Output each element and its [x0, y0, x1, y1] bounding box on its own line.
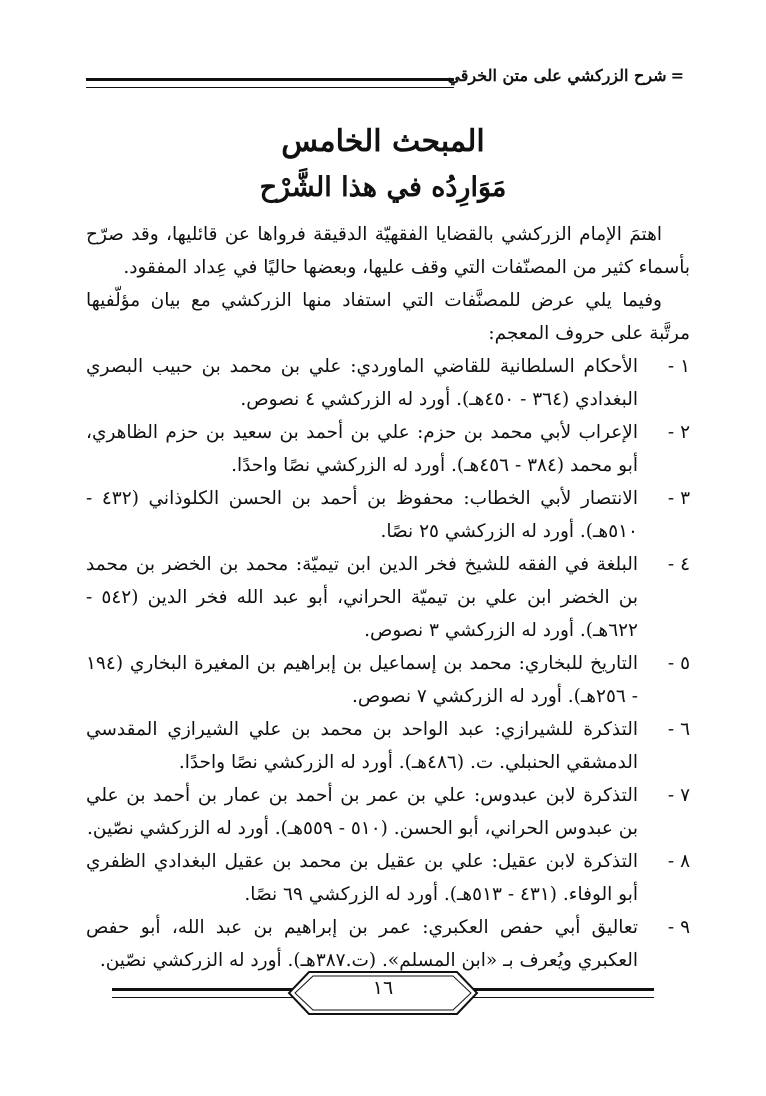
running-header: [86, 66, 684, 96]
body-text: [86, 218, 690, 977]
header-rule: [86, 78, 454, 88]
item-number: ٧ -: [667, 785, 690, 806]
list-item: [86, 350, 690, 416]
running-title: [447, 66, 684, 85]
item-number: ٢ -: [667, 422, 690, 443]
item-text: تعاليق أبي حفص العكبري: عمر بن إبراهيم بن عبد الله، أبو حفص العكبري ويُعرف بـ «ابن المسلم». (ت.٣٨٧هـ). أورد له الزركشي نصّين.: [86, 917, 638, 971]
list-item: [86, 845, 690, 911]
list-item: [86, 713, 690, 779]
list-item: [86, 482, 690, 548]
item-number: ٦ -: [667, 719, 690, 740]
item-number: ٣ -: [667, 488, 690, 509]
list-item: [86, 548, 690, 647]
sources-list: [86, 350, 690, 977]
list-item: [86, 779, 690, 845]
item-number: ١ -: [667, 356, 690, 377]
equals-ornament-icon: =: [670, 66, 684, 85]
item-text: التذكرة لابن عبدوس: علي بن عمر بن أحمد بن عمار بن أحمد بن علي بن عبدوس الحراني، أبو الحسن. (٥١٠ - ٥٥٩هـ). أورد له الزركشي نصّين.: [86, 785, 638, 839]
intro-paragraph-2: وفيما يلي عرض للمصنَّفات التي استفاد منها الزركشي مع بيان مؤلّفيها مرتَّبة على حروف المعجم:: [86, 290, 690, 344]
running-title-text: شرح الزركشي على متن الخرقي: [447, 66, 667, 85]
item-text: البلغة في الفقه للشيخ فخر الدين ابن تيميّة: محمد بن الخضر بن محمد بن الخضر ابن علي بن تيميّة الحراني، أبو عبد الله فخر الدين (٥٤٢ - ٦٢٢هـ). أورد له الزركشي ٣ نصوص.: [86, 554, 638, 641]
chapter-title: المبحث الخامس: [281, 124, 485, 159]
item-number: ٥ -: [667, 653, 690, 674]
item-text: الانتصار لأبي الخطاب: محفوظ بن أحمد بن الحسن الكلوذاني (٤٣٢ - ٥١٠هـ). أورد له الزركشي ٢٥ نصًا.: [86, 488, 638, 542]
item-text: التذكرة لابن عقيل: علي بن عقيل بن محمد بن عقيل البغدادي الظفري أبو الوفاء. (٤٣١ - ٥١٣هـ). أورد له الزركشي ٦٩ نصًا.: [86, 851, 638, 905]
page-number: ١٦: [372, 977, 394, 999]
item-text: التذكرة للشيرازي: عبد الواحد بن محمد بن علي الشيرازي المقدسي الدمشقي الحنبلي. ت. (٤٨٦هـ). أورد له الزركشي نصًا واحدًا.: [86, 719, 638, 773]
list-item: [86, 647, 690, 713]
item-text: الإعراب لأبي محمد بن حزم: علي بن أحمد بن سعيد بن حزم الظاهري، أبو محمد (٣٨٤ - ٤٥٦هـ). أورد له الزركشي نصًا واحدًا.: [86, 422, 638, 476]
list-item: [86, 416, 690, 482]
page-number-badge: [287, 968, 479, 1018]
item-number: ٨ -: [667, 851, 690, 872]
item-text: الأحكام السلطانية للقاضي الماوردي: علي بن محمد بن حبيب البصري البغدادي (٣٦٤ - ٤٥٠هـ). أورد له الزركشي ٤ نصوص.: [86, 356, 638, 410]
item-text: التاريخ للبخاري: محمد بن إسماعيل بن إبراهيم بن المغيرة البخاري (١٩٤ - ٢٥٦هـ). أورد له الزركشي ٧ نصوص.: [86, 653, 638, 707]
item-number: ٤ -: [667, 554, 690, 575]
page-footer: [112, 966, 654, 1026]
section-title: مَوَارِدُه في هذا الشَّرْح: [259, 172, 507, 203]
intro-paragraph-1: اهتمَ الإمام الزركشي بالقضايا الفقهيّة الدقيقة فرواها عن قائليها، وقد صرّح بأسماء كثير من المصنّفات التي وقف عليها، وبعضها حاليًا في عِداد المفقود.: [86, 224, 690, 278]
item-number: ٩ -: [667, 917, 690, 938]
